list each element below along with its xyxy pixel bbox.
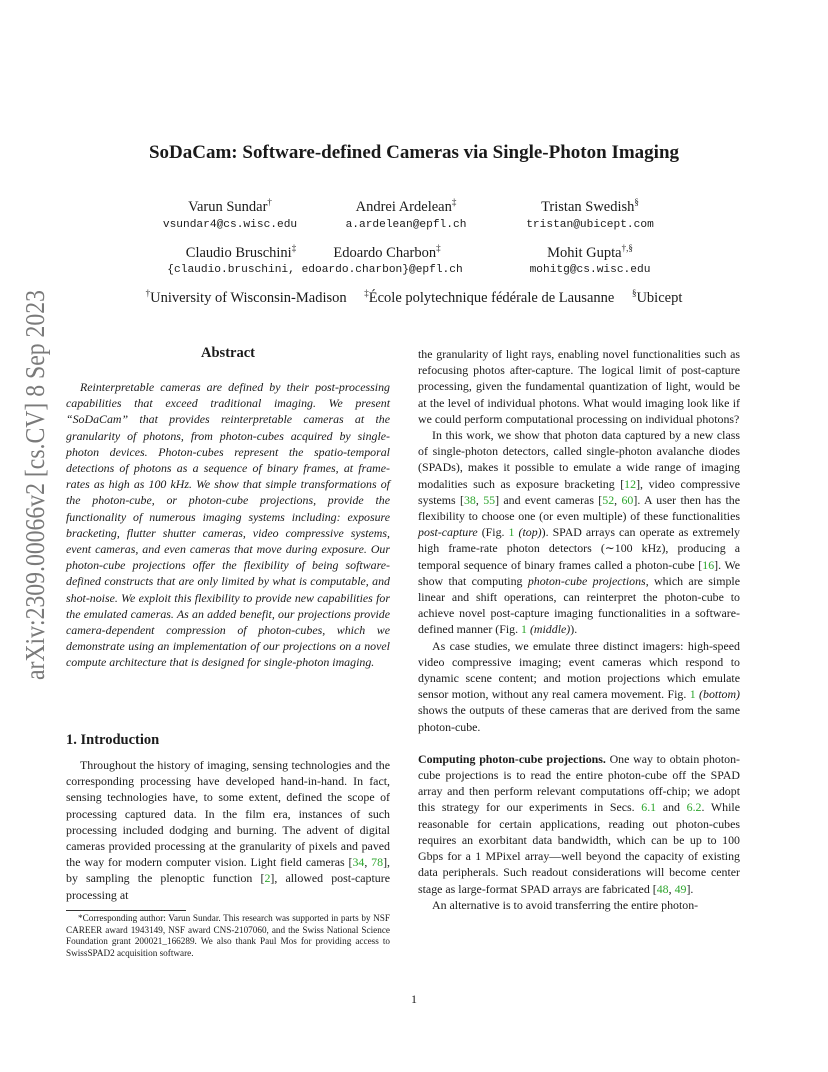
citation-link[interactable]: 52 bbox=[602, 492, 615, 507]
author-email[interactable]: tristan@ubicept.com bbox=[526, 219, 654, 231]
author-name: Tristan Swedish§ bbox=[541, 197, 639, 215]
arxiv-stamp bbox=[14, 290, 54, 680]
section-heading: 1. Introduction bbox=[66, 732, 160, 748]
paragraph: In this work, we show that photon data captured by a new class of single-photon detectors, called single-photon avalanche diodes (SPADs), makes it possible to emulate a wide range of imaging modalities such as exposure bracketing [12], video compressive systems [38, 55] and event cameras [52, 60]. A user then has the flexibility to choose one (or even multiple) of these functionalities post-capture (Fig. 1 (top)). SPAD arrays can operate as extremely high frame-rate photon detectors (∼100 kHz), producing a temporal sequence of binary frames called a photon-cube [16]. We show that computing photon-cube projections, which are simple linear and shift operations, can reinterpret the photon-cube to achieve novel post-capture imaging functionalities in a software-defined manner (Fig. 1 (middle)). bbox=[418, 428, 740, 637]
arxiv-stamp-svg bbox=[14, 290, 54, 680]
abstract-body bbox=[66, 379, 390, 671]
citation-link[interactable]: 12 bbox=[624, 476, 637, 491]
citation-link[interactable]: 34 bbox=[352, 855, 365, 870]
abstract-heading: Abstract bbox=[201, 345, 255, 361]
author-name: Claudio Bruschini‡ bbox=[185, 243, 297, 261]
paragraph: An alternative is to avoid transferring the entire photon- bbox=[432, 897, 699, 912]
figure-link[interactable]: 1 bbox=[508, 525, 515, 540]
affiliation: ‡École polytechnique fédérale de Lausanne bbox=[364, 288, 615, 306]
paper-title: SoDaCam: Software-defined Cameras via Single-Photon Imaging bbox=[148, 142, 680, 163]
citation-link[interactable]: 48 bbox=[656, 881, 669, 896]
citation-link[interactable]: 2 bbox=[264, 871, 271, 886]
paragraph-heading: Computing photon-cube projections. bbox=[418, 751, 606, 766]
intro-body bbox=[66, 757, 390, 903]
paragraph: Computing photon-cube projections. One way to obtain photon-cube projections is to read the entire photon-cube off the SPAD array and then perform relevant computations off-chip; we adopt this strategy for our experiments in Secs. 6.1 and 6.2. While reasonable for certain applications, reading out photon-cubes requires an exorbitant data bandwidth, which can be up to 100 Gbps for a 1 MPixel array—well beyond the capacity of existing data peripherals. Such readout considerations will become center stage as large-format SPAD arrays are fabricated [48, 49]. bbox=[418, 751, 740, 896]
citation-link[interactable]: 60 bbox=[621, 492, 634, 507]
author-email[interactable]: mohitg@cs.wisc.edu bbox=[529, 264, 651, 276]
abstract-text: Reinterpretable cameras are defined by their post-processing capabilities that exceed traditional imaging. We present “SoDaCam” that provides reinterpretable cameras at the granularity of photons, from photon-cubes acquired by single-photon devices. Photon-cubes represent the spatio-temporal detections of photons as a sequence of binary frames, at frame-rates as high as 100 kHz. We show that simple transformations of the photon-cube, or photon-cube projections, provide the functionality of numerous imaging systems including: exposure bracketing, flutter shutter cameras, video compressive systems, event cameras, and even cameras that move during exposure. Our photon-cube projections offer the flexibility of being software-defined constructs that are only limited by what is computable, and shot-noise. We exploit this flexibility to provide new capabilities for the emulated cameras. As an added benefit, our projections provide camera-dependent compression of photon-cubes, which we demonstrate using an implementation of our projections on a novel compute architecture that is designed for single-photon imaging. bbox=[66, 380, 390, 670]
citation-link[interactable]: 49 bbox=[674, 881, 687, 896]
author-email[interactable]: a.ardelean@epfl.ch bbox=[345, 219, 467, 231]
author-name: Edoardo Charbon‡ bbox=[333, 243, 441, 261]
author-name: Varun Sundar† bbox=[188, 197, 272, 215]
citation-link[interactable]: 55 bbox=[483, 492, 496, 507]
shared-email[interactable]: {claudio.bruschini, edoardo.charbon}@epfl.ch bbox=[167, 264, 463, 276]
page-number: 1 bbox=[411, 992, 417, 1006]
arxiv-id: arXiv:2309.00066v2 [cs.CV] 8 Sep 2023 bbox=[20, 290, 50, 680]
paragraph: As case studies, we emulate three distinct imagers: high-speed video compressive imaging; event cameras which respond to dynamic scene content; and motion projections which emulate sensor motion, without any real camera movement. Fig. 1 (bottom) shows the outputs of these cameras that are derived from the same photon-cube. bbox=[418, 638, 740, 734]
affiliations bbox=[0, 288, 828, 307]
figure-link[interactable]: 1 bbox=[521, 622, 527, 637]
section-link[interactable]: 6.1 bbox=[641, 800, 657, 815]
section-link[interactable]: 6.2 bbox=[686, 800, 702, 815]
footnote-rule bbox=[66, 910, 186, 911]
author-name: Andrei Ardelean‡ bbox=[355, 197, 457, 215]
citation-link[interactable]: 16 bbox=[702, 557, 715, 572]
paragraph: the granularity of light rays, enabling novel functionalities such as refocusing photos after-capture. The logical limit of post-capture processing, given the fundamental quantization of light, would be at the level of individual photons. What would imaging look like if we could perform computational processing on individual photons? bbox=[418, 347, 740, 426]
affiliation: †University of Wisconsin-Madison bbox=[145, 288, 347, 306]
citation-link[interactable]: 78 bbox=[371, 855, 384, 870]
footnote bbox=[66, 913, 390, 959]
right-column bbox=[418, 346, 740, 913]
footnote-text: *Corresponding author: Varun Sundar. This research was supported in parts by NSF CAREER award 1943149, NSF award CNS-2107060, and the Swiss National Science Foundation grant 200021_166289. We also thank Paul Mos for providing access to SwissSPAD2 acquisition software. bbox=[66, 913, 390, 958]
paragraph: Throughout the history of imaging, sensing technologies and the corresponding processing have developed hand-in-hand. In fact, sensing technologies have, to some extent, defined the scope of processing captured data. In the film era, instances of such processing included dodging and burning. The advent of digital cameras provided processing at the granularity of pixels and paved the way for modern computer vision. Light field cameras [34, 78], by sampling the plenoptic function [2], allowed post-capture processing at bbox=[66, 758, 390, 902]
author-name: Mohit Gupta†,§ bbox=[547, 243, 633, 261]
citation-link[interactable]: 38 bbox=[463, 492, 476, 507]
author-email[interactable]: vsundar4@cs.wisc.edu bbox=[162, 219, 298, 231]
figure-link[interactable]: 1 bbox=[689, 687, 696, 702]
affiliation: §Ubicept bbox=[631, 288, 683, 306]
